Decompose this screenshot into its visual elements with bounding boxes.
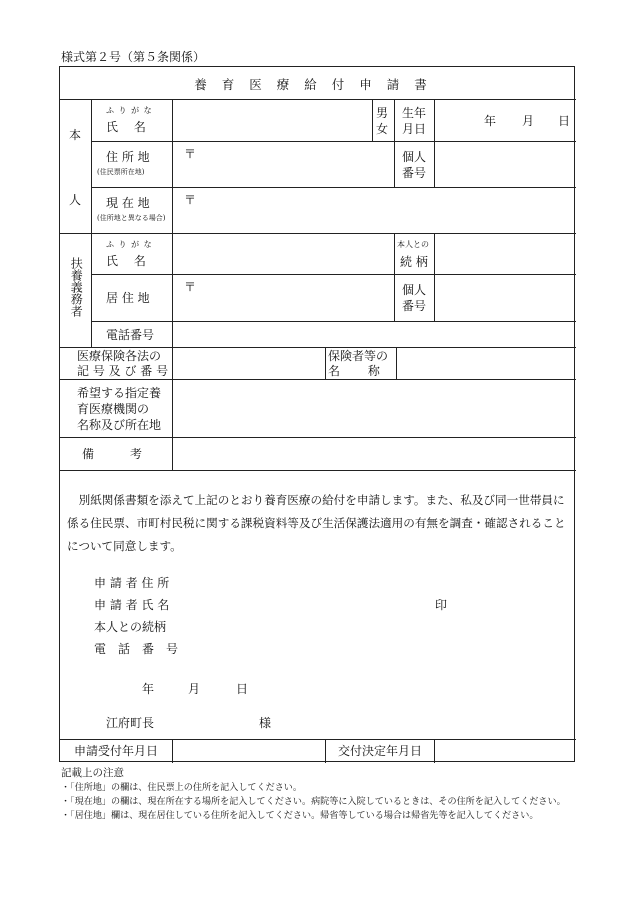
form-number-label: 様式第２号（第５条関係） bbox=[61, 50, 206, 64]
insurance-label-2: 記 号 及 び 番 号 bbox=[77, 364, 169, 378]
insurance-label-1: 医療保険各法の bbox=[77, 349, 162, 363]
residence-label: 居 住 地 bbox=[106, 291, 150, 305]
gender-male[interactable]: 男 bbox=[376, 106, 389, 120]
applicant-address-label: 申 請 者 住 所 bbox=[94, 576, 170, 590]
row-divider bbox=[60, 233, 576, 234]
seal-mark: 印 bbox=[435, 598, 448, 612]
applicant-group-label-bottom: 人 bbox=[69, 193, 82, 207]
remarks-label: 備 考 bbox=[82, 447, 143, 461]
guardian-personal-number-label-1: 個人 bbox=[402, 283, 427, 297]
institution-label-2: 育医療機関の bbox=[77, 402, 150, 416]
institution-label-3: 名称及び所在地 bbox=[77, 418, 162, 432]
guardian-personal-number-label-2: 番号 bbox=[402, 299, 427, 313]
insurer-label-1: 保険者等の bbox=[328, 349, 389, 363]
col-divider bbox=[91, 99, 92, 347]
guardian-name-label: 氏 名 bbox=[106, 254, 146, 268]
col-divider bbox=[325, 739, 326, 763]
col-divider bbox=[434, 739, 435, 763]
col-divider bbox=[394, 99, 395, 187]
decision-date-label: 交付決定年月日 bbox=[338, 744, 423, 758]
col-divider bbox=[172, 739, 173, 763]
insurer-label-2: 名 称 bbox=[328, 364, 380, 378]
personal-number-label-1: 個人 bbox=[402, 150, 427, 164]
form-title: 養育医療給付申請書 bbox=[194, 77, 442, 92]
postal-mark: 〒 bbox=[184, 280, 197, 294]
col-divider bbox=[172, 99, 173, 470]
col-divider bbox=[396, 347, 397, 379]
row-divider bbox=[60, 470, 576, 471]
col-divider bbox=[325, 347, 326, 379]
received-date-label: 申請受付年月日 bbox=[74, 744, 159, 758]
col-divider bbox=[372, 99, 373, 141]
note-item: ・「現在地」の欄は、現在所在する場所を記入してください。病院等に入院しているときは、その住所を記入してください。 bbox=[61, 797, 566, 808]
col-divider bbox=[434, 233, 435, 321]
birth-year-unit: 年 bbox=[484, 114, 497, 128]
application-form bbox=[59, 66, 575, 762]
guardian-group-label: 扶養義務者 bbox=[69, 257, 84, 317]
date-day-unit: 日 bbox=[236, 682, 249, 696]
phone-sign-label: 電 話 番 号 bbox=[94, 642, 179, 656]
row-divider bbox=[91, 187, 576, 188]
note-item: ・「住所地」の欄は、住民票上の住所を記入してください。 bbox=[61, 783, 302, 794]
date-month-unit: 月 bbox=[188, 682, 201, 696]
phone-number-label: 電話番号 bbox=[106, 328, 155, 342]
row-divider bbox=[60, 739, 576, 740]
applicant-furigana-label: ふ り が な bbox=[106, 106, 153, 115]
consent-declaration: 別紙関係書類を添えて上記のとおり養育医療の給付を申請します。また、私及び同一世帯員に係る住民票、市町村民税に関する課税資料等及び生活保護法適用の有無を調査・確認されることについて同意します。 bbox=[67, 493, 566, 553]
date-year-unit: 年 bbox=[142, 682, 155, 696]
birth-label-1: 生年 bbox=[402, 106, 427, 120]
row-divider bbox=[60, 437, 576, 438]
institution-label-1: 希望する指定養 bbox=[77, 386, 162, 400]
personal-number-label-2: 番号 bbox=[402, 166, 427, 180]
row-divider bbox=[91, 141, 576, 142]
gender-female[interactable]: 女 bbox=[376, 122, 389, 136]
applicant-name-label: 氏 名 bbox=[106, 120, 146, 134]
row-divider bbox=[91, 321, 576, 322]
current-location-label: 現 在 地 bbox=[106, 196, 150, 210]
col-divider bbox=[394, 233, 395, 321]
notes bbox=[61, 765, 581, 824]
current-location-sub-label: (住所地と異なる場合) bbox=[97, 214, 166, 222]
relation-label-2: 続 柄 bbox=[400, 255, 428, 269]
postal-mark: 〒 bbox=[184, 193, 197, 207]
birth-label-2: 月日 bbox=[402, 122, 427, 136]
note-item: ・「居住地」欄は、現在居住している住所を記入してください。帰省等している場合は帰省先等を記入してください。 bbox=[61, 811, 539, 822]
address-label: 住 所 地 bbox=[106, 150, 150, 164]
birth-day-unit: 日 bbox=[558, 114, 571, 128]
guardian-furigana-label: ふ り が な bbox=[106, 240, 153, 249]
address-sub-label: (住民票所在地) bbox=[97, 168, 145, 176]
honorific: 様 bbox=[259, 716, 272, 730]
relation-label-1: 本人との bbox=[397, 240, 429, 249]
notes-title: 記載上の注意 bbox=[61, 767, 124, 779]
row-divider bbox=[60, 99, 576, 100]
row-divider bbox=[91, 274, 576, 275]
addressee: 江府町長 bbox=[106, 716, 155, 730]
applicant-group-label-top: 本 bbox=[69, 128, 82, 142]
postal-mark: 〒 bbox=[184, 147, 197, 161]
relation-sign-label: 本人との続柄 bbox=[94, 620, 167, 634]
birth-month-unit: 月 bbox=[522, 114, 535, 128]
applicant-name-sign-label: 申 請 者 氏 名 bbox=[94, 598, 170, 612]
col-divider bbox=[434, 99, 435, 187]
